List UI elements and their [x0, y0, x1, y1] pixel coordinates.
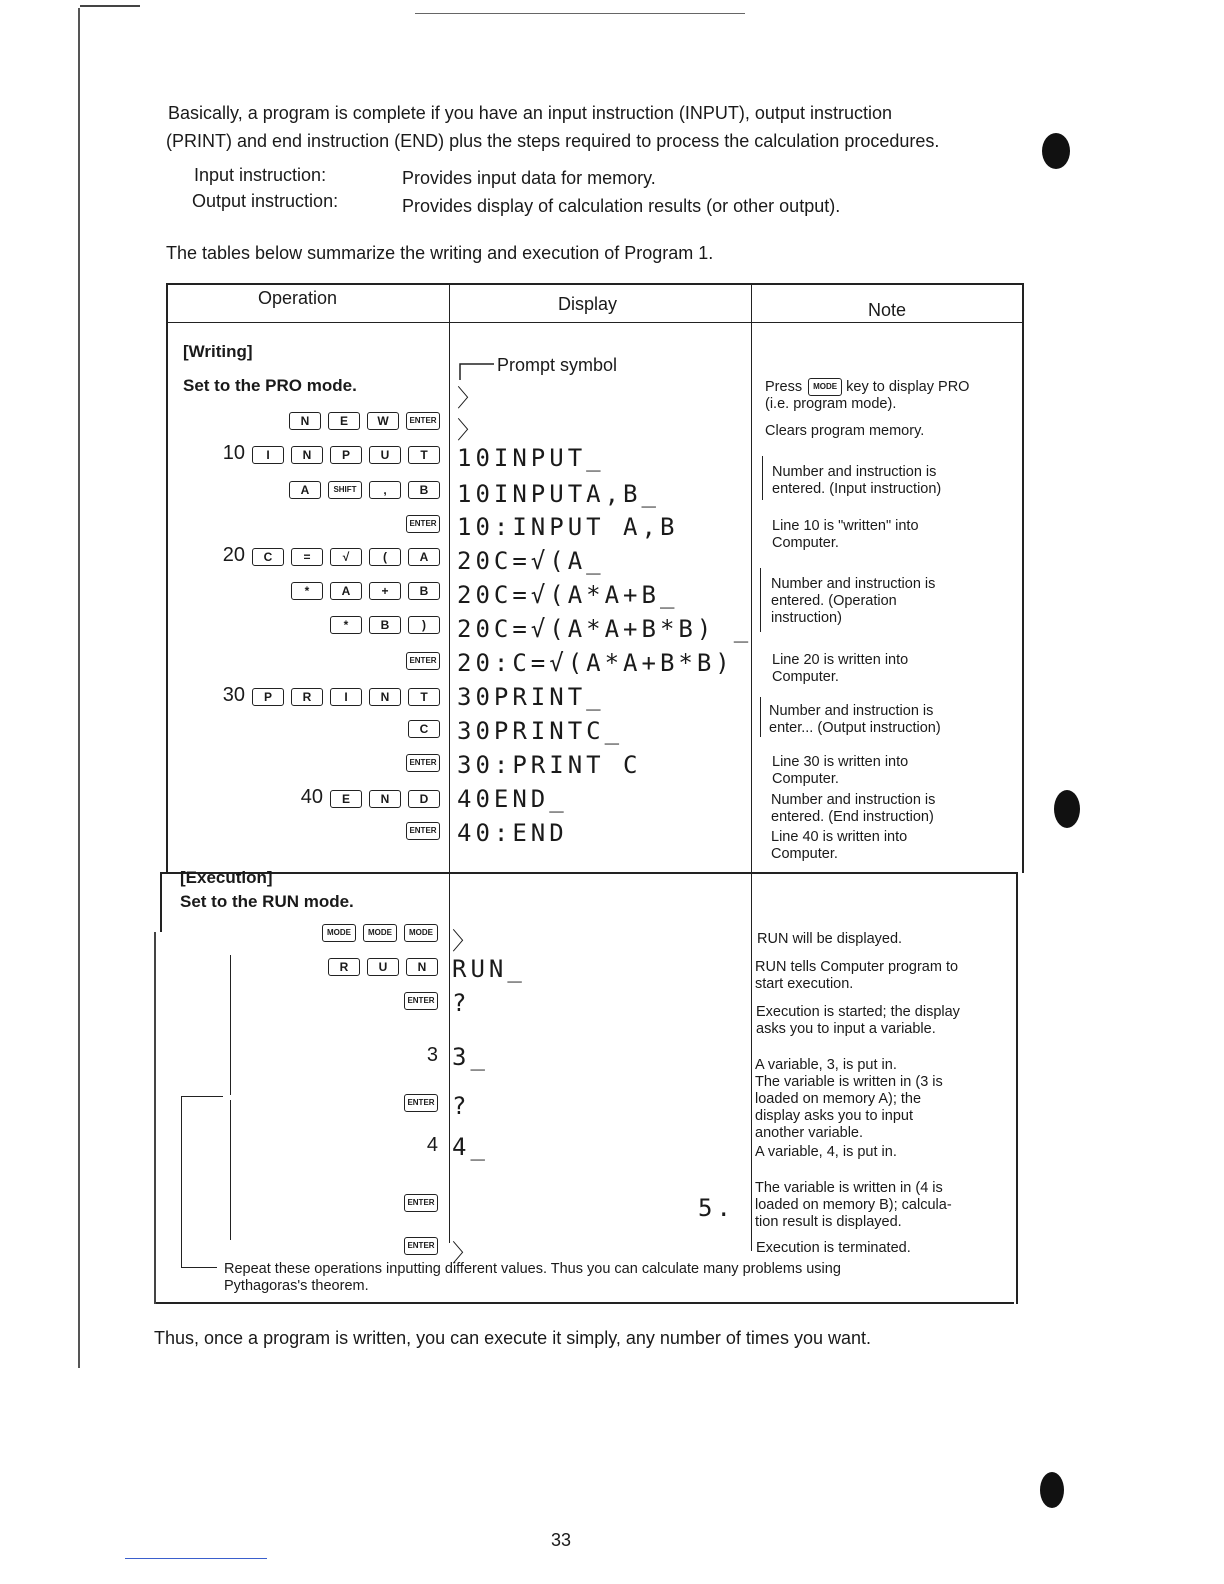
key-b-icon: B: [369, 616, 401, 634]
note-output-instr: Number and instruction is enter... (Output instruction): [769, 703, 941, 736]
intro-line-2: (PRINT) and end instruction (END) plus the steps required to process the calculation procedures.: [166, 131, 940, 151]
key-enter-icon: ENTER: [406, 652, 440, 670]
note-run-displayed: RUN will be displayed.: [757, 931, 903, 947]
repeat-line-1: Repeat these operations inputting different values. Thus you can calculate many problems using: [224, 1261, 841, 1277]
key-shift-icon: SHIFT: [328, 481, 362, 499]
display-text: 20C=√(A*A+B*B) _: [457, 615, 753, 643]
key-mode-icon: MODE: [322, 924, 356, 942]
key-t-icon: T: [408, 446, 440, 464]
display-text: 〉: [452, 927, 480, 955]
binding-hole-3: [1040, 1472, 1064, 1508]
key-n-icon: N: [369, 688, 401, 706]
key-n-icon: N: [369, 790, 401, 808]
scan-bottom-line: [125, 1558, 267, 1559]
note-line10-written: Line 10 is "written" into Computer.: [772, 518, 919, 551]
key-enter-icon: ENTER: [404, 1094, 438, 1112]
key-r-icon: R: [328, 958, 360, 976]
note-end-instr: Number and instruction is entered. (End instruction): [771, 792, 936, 825]
key-c-icon: C: [408, 720, 440, 738]
note-variable-4: A variable, 4, is put in.: [755, 1144, 897, 1160]
header-display: Display: [558, 294, 618, 314]
note-clear-memory: Clears program memory.: [765, 423, 925, 439]
note-line30-written: Line 30 is written into Computer.: [772, 754, 909, 787]
key-r-icon: R: [291, 688, 323, 706]
execution-title: [Execution]: [180, 868, 273, 887]
scan-edge-line: [78, 8, 80, 1368]
note-result-displayed: The variable is written in (4 is loaded on memory B); calcula- tion result is displayed.: [755, 1180, 952, 1230]
display-text: 40:END: [457, 819, 568, 847]
display-text: 20C=√(A_: [457, 547, 605, 575]
def-term-input: Input instruction:: [194, 165, 327, 185]
execution-displays: [446, 0, 746, 1267]
keystroke-row: [397, 1192, 438, 1212]
key-n-icon: N: [406, 958, 438, 976]
note-execution-started: Execution is started; the display asks you to input a variable.: [756, 1004, 960, 1037]
note-brace-3: [760, 697, 761, 737]
key-t-icon: T: [408, 688, 440, 706]
line-number: 3: [426, 1044, 438, 1066]
intro-line-1: Basically, a program is complete if you have an input instruction (INPUT), output instruction: [168, 103, 892, 123]
key-enter-icon: ENTER: [406, 412, 440, 430]
binding-hole-2: [1054, 790, 1080, 828]
note-line20-written: Line 20 is written into Computer.: [772, 652, 909, 685]
key-b-icon: B: [408, 582, 440, 600]
key-a-icon: A: [330, 582, 362, 600]
key-a-icon: A: [408, 548, 440, 566]
note-terminated: Execution is terminated.: [756, 1240, 911, 1256]
execution-mode: Set to the RUN mode.: [180, 892, 354, 911]
key-enter-icon: ENTER: [404, 1237, 438, 1255]
display-text: 〉: [452, 1239, 480, 1267]
key-sym-icon: =: [291, 548, 323, 566]
binding-hole-1: [1042, 133, 1070, 169]
note-press-mode: Press MODE key to display PRO (i.e. program mode).: [765, 378, 970, 412]
key-sym-icon: (: [369, 548, 401, 566]
note-input-instr: Number and instruction is entered. (Input instruction): [772, 464, 942, 497]
key-sym-icon: √: [330, 548, 362, 566]
display-text: 10INPUTA,B_: [457, 480, 660, 508]
key-sym-icon: *: [291, 582, 323, 600]
key-sym-icon: *: [330, 616, 362, 634]
scan-corner-mark: [80, 5, 140, 7]
writing-title: [Writing]: [183, 342, 253, 361]
display-text: 〉: [457, 416, 485, 444]
display-text: RUN_: [452, 955, 526, 983]
prompt-label: Prompt symbol: [497, 355, 618, 375]
key-enter-icon: ENTER: [406, 515, 440, 533]
line-number: 40: [300, 786, 323, 808]
key-p-icon: P: [330, 446, 362, 464]
def-term-output: Output instruction:: [192, 191, 339, 211]
key-enter-icon: ENTER: [406, 822, 440, 840]
keystroke-row: [397, 990, 438, 1010]
header-operation: Operation: [258, 288, 338, 308]
summary-text: The tables below summarize the writing and execution of Program 1.: [166, 243, 714, 263]
key-enter-icon: ENTER: [404, 1194, 438, 1212]
line-number: 30: [222, 684, 245, 706]
note-line40-written: Line 40 is written into Computer.: [771, 829, 908, 862]
display-text: 40END_: [457, 785, 568, 813]
note-brace-1: [762, 456, 763, 500]
note-operation-instr: Number and instruction is entered. (Operation instruction): [771, 576, 936, 626]
key-sym-icon: ): [408, 616, 440, 634]
display-text: 10INPUT_: [457, 444, 605, 472]
key-n-icon: N: [291, 446, 323, 464]
key-e-icon: E: [330, 790, 362, 808]
key-enter-icon: ENTER: [404, 992, 438, 1010]
display-text: 30PRINTC_: [457, 717, 624, 745]
display-text: 20:C=√(A*A+B*B): [457, 649, 734, 677]
key-a-icon: A: [289, 481, 321, 499]
execution-operations: [168, 0, 438, 1260]
key-n-icon: N: [289, 412, 321, 430]
keystroke-row: [427, 1134, 438, 1157]
display-text: 30PRINT_: [457, 683, 605, 711]
line-number: 10: [222, 442, 245, 464]
key-i-icon: I: [330, 688, 362, 706]
key-u-icon: U: [367, 958, 399, 976]
closing-text: Thus, once a program is written, you can execute it simply, any number of times you want.: [154, 1328, 871, 1348]
line-number: 20: [222, 544, 245, 566]
key-i-icon: I: [252, 446, 284, 464]
display-text: 3_: [452, 1043, 489, 1071]
display-text: 10:INPUT A,B: [457, 513, 679, 541]
display-text: 4_: [452, 1133, 489, 1161]
keystroke-row: [321, 956, 438, 976]
keystroke-row: [315, 922, 438, 942]
header-note: Note: [868, 300, 907, 320]
note-brace-2: [760, 568, 761, 632]
display-text: 〉: [457, 384, 485, 412]
keystroke-row: [427, 1044, 438, 1067]
note-run-tells: RUN tells Computer program to start execution.: [755, 959, 959, 992]
line-number: 4: [426, 1134, 438, 1156]
page-number: 33: [551, 1530, 572, 1550]
key-mode-icon: MODE: [404, 924, 438, 942]
display-text: 5.: [698, 1194, 735, 1222]
key-enter-icon: ENTER: [406, 754, 440, 772]
key-sym-icon: ,: [369, 481, 401, 499]
display-text: 20C=√(A*A+B_: [457, 581, 679, 609]
key-b-icon: B: [408, 481, 440, 499]
keystroke-row: [397, 1235, 438, 1255]
display-text: 30:PRINT C: [457, 751, 642, 779]
key-w-icon: W: [367, 412, 399, 430]
note-variable-3: A variable, 3, is put in. The variable is written in (3 is loaded on memory A); the display asks you to input another variable.: [755, 1057, 943, 1141]
key-sym-icon: +: [369, 582, 401, 600]
key-mode-icon: MODE: [363, 924, 397, 942]
writing-mode: Set to the PRO mode.: [183, 376, 357, 395]
def-desc-output: Provides display of calculation results (or other output).: [402, 196, 841, 216]
repeat-line-2: Pythagoras's theorem.: [224, 1278, 369, 1294]
def-desc-input: Provides input data for memory.: [402, 168, 656, 188]
key-e-icon: E: [328, 412, 360, 430]
display-text: ?: [452, 1092, 471, 1120]
key-c-icon: C: [252, 548, 284, 566]
key-d-icon: D: [408, 790, 440, 808]
keystroke-row: [397, 1092, 438, 1112]
key-p-icon: P: [252, 688, 284, 706]
key-u-icon: U: [369, 446, 401, 464]
mode-key-icon: MODE: [808, 378, 842, 396]
display-text: ?: [452, 989, 471, 1017]
